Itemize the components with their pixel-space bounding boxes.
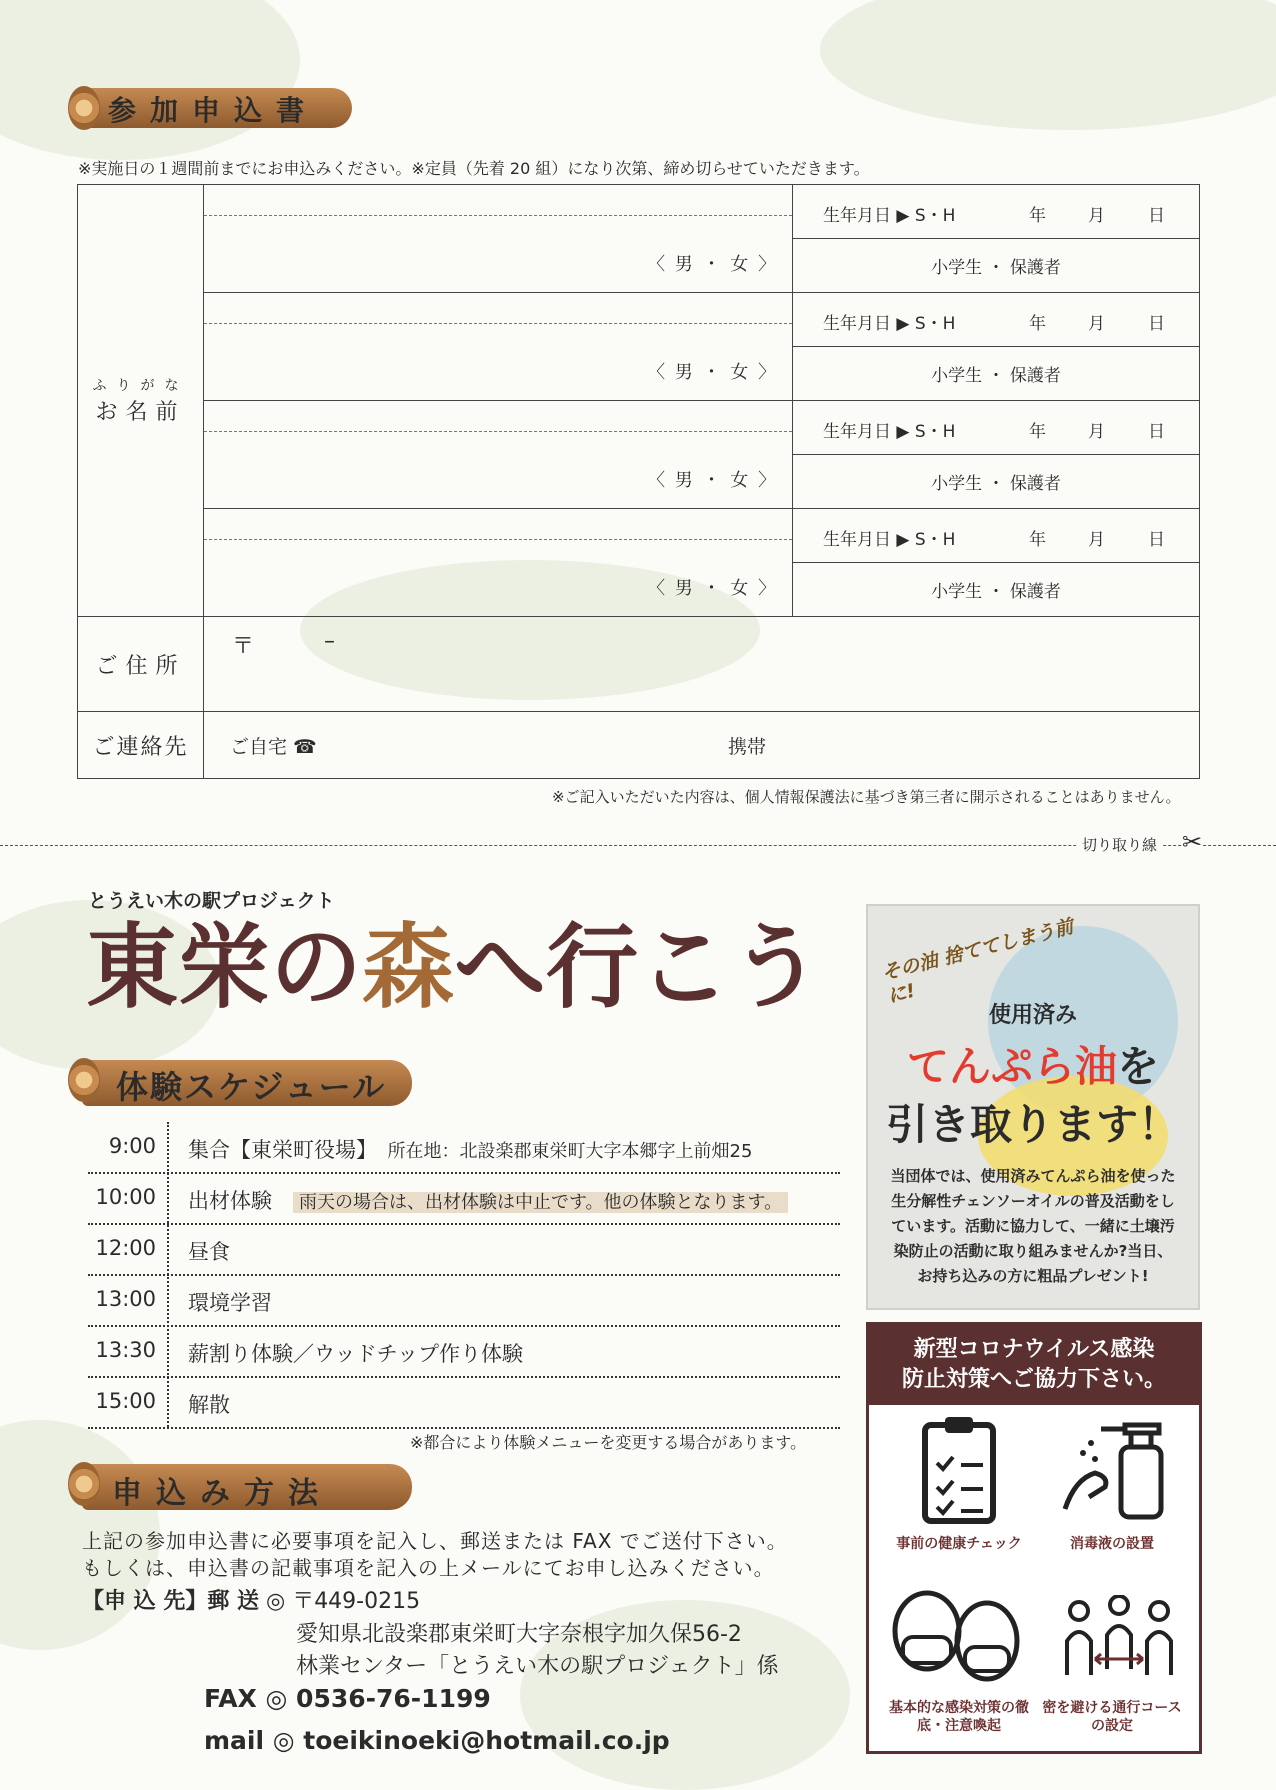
tempura-oil-text: てんぷら油	[906, 1042, 1117, 1091]
fax-number: FAX ◎ 0536-76-1199	[204, 1684, 491, 1713]
year-label: 年	[1029, 530, 1046, 550]
main-headline	[86, 914, 823, 1021]
sanitizer-bottle-icon	[1059, 1413, 1169, 1523]
form-title: 参加申込書	[108, 94, 319, 127]
background-pattern	[0, 0, 300, 160]
schedule-desc	[188, 1185, 788, 1215]
postal-dash: –	[324, 629, 335, 654]
schedule-time: 12:00	[95, 1236, 156, 1260]
month-label: 月	[1088, 206, 1105, 226]
month-label: 月	[1088, 422, 1105, 442]
birth-label: 生年月日 ▶ S・H	[823, 206, 956, 226]
mobile-phone-label: 携帯	[728, 736, 767, 758]
headline-part-2: へ行こう	[454, 914, 823, 1021]
masked-people-icon	[887, 1587, 1027, 1697]
name-label: お名前	[95, 400, 186, 425]
covid-caption: 事前の健康チェック	[896, 1536, 1022, 1552]
background-pattern	[820, 0, 1276, 130]
schedule-time: 13:30	[95, 1338, 156, 1362]
day-label: 日	[1148, 422, 1165, 442]
form-notice: ※実施日の１週間前までにお申込みください。※定員（先着 20 組）になり次第、締め切らせていただきます。	[78, 159, 870, 178]
sex-options[interactable]: 〈 男 ・ 女 〉	[647, 578, 778, 599]
oil-particle: を	[1117, 1042, 1160, 1091]
apply-address: 愛知県北設楽郡東栄町大字奈根字加久保56-2	[296, 1622, 742, 1647]
headline-part-1: 東栄の	[86, 914, 363, 1021]
covid-caption: 基本的な感染対策の徹底・注意喚起	[889, 1700, 1029, 1734]
schedule-desc-text: 出材体験	[188, 1189, 272, 1213]
apply-text-2: もしくは、申込書の記載事項を記入の上メールにてお申し込みください。	[82, 1556, 775, 1580]
schedule-desc: 解散	[188, 1393, 230, 1417]
day-label: 日	[1148, 206, 1165, 226]
oil-line-3: 引き取ります！	[885, 1100, 1180, 1149]
oil-tagline: その油 捨ててしまう前に!	[879, 915, 1076, 1008]
apply-title: 申込み方法	[112, 1476, 332, 1511]
application-form-table	[77, 184, 1200, 779]
month-label: 月	[1088, 314, 1105, 334]
scissors-icon: ✂	[1182, 828, 1203, 856]
year-label: 年	[1029, 314, 1046, 334]
grade-options[interactable]: 小学生 ・ 保護者	[793, 455, 1200, 509]
name-label-cell	[78, 185, 204, 617]
schedule-row	[88, 1122, 840, 1174]
apply-instructions	[82, 1528, 788, 1582]
sex-options[interactable]: 〈 男 ・ 女 〉	[647, 470, 778, 491]
sex-options[interactable]: 〈 男 ・ 女 〉	[647, 254, 778, 275]
headline-forest-char: 森	[362, 914, 455, 1021]
schedule-row	[88, 1377, 840, 1429]
address-label: ご住所	[78, 617, 204, 712]
covid-caption: 密を避ける通行コースの設定	[1042, 1700, 1182, 1734]
oil-line-2	[868, 1034, 1198, 1094]
year-label: 年	[1029, 422, 1046, 442]
rain-notice: 雨天の場合は、出材体験は中止です。他の体験となります。	[293, 1192, 788, 1213]
contact-field[interactable]	[204, 712, 1200, 779]
year-label: 年	[1029, 206, 1046, 226]
schedule-desc: 薪割り体験／ウッドチップ作り体験	[188, 1342, 523, 1366]
project-name: とうえい木の駅プロジェクト	[88, 890, 335, 912]
address-field[interactable]	[204, 617, 1200, 712]
schedule-location: 所在地：北設楽郡東栄町大字本郷字上前畑25	[387, 1141, 753, 1162]
schedule-time: 10:00	[95, 1185, 156, 1209]
apply-office: 林業センター「とうえい木の駅プロジェクト」係	[296, 1654, 779, 1679]
privacy-note: ※ご記入いただいた内容は、個人情報保護法に基づき第三者に開示されることはありません。	[552, 788, 1181, 806]
covid-caption: 消毒液の設置	[1070, 1536, 1154, 1552]
name-field[interactable]	[204, 293, 793, 401]
furigana-label: ふりがな	[92, 378, 189, 394]
schedule-time: 13:00	[95, 1287, 156, 1311]
schedule-row	[88, 1173, 840, 1225]
name-field[interactable]	[204, 401, 793, 509]
schedule-row	[88, 1275, 840, 1327]
schedule-title: 体験スケジュール	[116, 1068, 387, 1106]
clipboard-checklist-icon	[919, 1415, 999, 1525]
covid-header	[869, 1325, 1199, 1405]
contact-label: ご連絡先	[78, 712, 204, 779]
month-label: 月	[1088, 530, 1105, 550]
birth-label: 生年月日 ▶ S・H	[823, 422, 956, 442]
covid-notice-box	[866, 1322, 1202, 1754]
covid-head-1: 新型コロナウイルス感染	[913, 1337, 1155, 1362]
grade-options[interactable]: 小学生 ・ 保護者	[793, 563, 1200, 617]
covid-head-2: 防止対策へご協力下さい。	[901, 1367, 1166, 1392]
apply-text-1: 上記の参加申込書に必要事項を記入し、郵送または FAX でご送付下さい。	[82, 1529, 788, 1553]
email-address[interactable]: mail ◎ toeikinoeki@hotmail.co.jp	[204, 1726, 670, 1755]
birth-date-field[interactable]	[793, 509, 1200, 563]
birth-date-field[interactable]	[793, 293, 1200, 347]
postal-mark: 〒	[232, 634, 255, 659]
schedule-row	[88, 1326, 840, 1378]
schedule-time: 9:00	[108, 1134, 156, 1158]
birth-date-field[interactable]	[793, 401, 1200, 455]
grade-options[interactable]: 小学生 ・ 保護者	[793, 347, 1200, 401]
birth-label: 生年月日 ▶ S・H	[823, 314, 956, 334]
grade-options[interactable]: 小学生 ・ 保護者	[793, 239, 1200, 293]
birth-date-field[interactable]	[793, 185, 1200, 239]
oil-line-1: 使用済み	[988, 1003, 1077, 1028]
schedule-desc	[188, 1134, 752, 1164]
oil-collection-box	[866, 904, 1200, 1310]
schedule-note: ※都合により体験メニューを変更する場合があります。	[410, 1433, 807, 1452]
post-label: 郵 送	[207, 1589, 259, 1614]
sex-options[interactable]: 〈 男 ・ 女 〉	[647, 362, 778, 383]
name-field[interactable]	[204, 509, 793, 617]
postal-code: ◎ 〒449-0215	[266, 1589, 421, 1614]
schedule-time: 15:00	[95, 1389, 156, 1413]
birth-label: 生年月日 ▶ S・H	[823, 530, 956, 550]
dest-label: 【申 込 先】	[82, 1589, 208, 1614]
day-label: 日	[1148, 314, 1165, 334]
social-distance-icon	[1059, 1595, 1179, 1695]
day-label: 日	[1148, 530, 1165, 550]
cut-line-label: 切り取り線	[1076, 834, 1163, 855]
schedule-desc: 昼食	[188, 1240, 230, 1264]
oil-body: 当団体では、使用済みてんぷら油を使った生分解性チェンソーオイルの普及活動をしています。活動に協力して、一緒に土壌汚染防止の活動に取り組みませんか?当日、お持ち込みの方に粗品プレゼント!	[890, 1167, 1176, 1285]
apply-destination	[82, 1584, 420, 1615]
name-field[interactable]	[204, 185, 793, 293]
home-phone-label: ご自宅 ☎	[230, 736, 317, 758]
schedule-row	[88, 1224, 840, 1276]
schedule-desc: 環境学習	[188, 1291, 272, 1315]
schedule-desc-text: 集合【東栄町役場】	[188, 1138, 367, 1162]
